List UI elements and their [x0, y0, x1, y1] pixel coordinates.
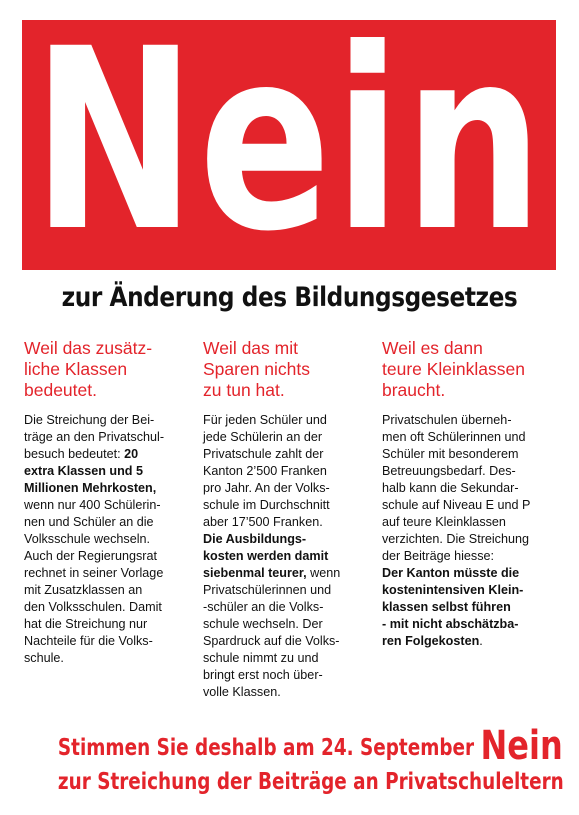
text-run: Volksschule wechseln. [24, 532, 151, 546]
body-line [24, 565, 194, 582]
body-line [382, 599, 552, 616]
column-2-heading: Weil das mit Sparen nichts zu tun hat. [203, 338, 311, 400]
body-line [24, 548, 194, 565]
text-run: men oft Schülerinnen und [382, 430, 526, 444]
body-line [203, 548, 373, 565]
call-to-action-line-1 [57, 723, 563, 769]
text-run: Nachteile für die Volks- [24, 634, 153, 648]
text-run: auf teure Kleinklassen [382, 515, 506, 529]
column-1 [24, 338, 194, 667]
text-run: der Beiträge hiesse: [382, 549, 495, 563]
bold-text: klassen selbst führen [382, 600, 511, 614]
bold-text: kosten werden damit [203, 549, 329, 563]
column-1-heading: Weil das zusätz- liche Klassen bedeutet. [24, 338, 153, 400]
body-line [24, 633, 194, 650]
body-line [382, 480, 552, 497]
body-line [203, 616, 373, 633]
body-line [24, 480, 194, 497]
body-line [24, 650, 194, 667]
body-line [203, 633, 373, 650]
column-3-heading: Weil es dann teure Kleinklassen braucht. [382, 338, 525, 400]
text-run: rechnet in seiner Vorlage [24, 566, 164, 580]
body-line [382, 582, 552, 599]
body-line [382, 548, 552, 565]
body-line [24, 616, 194, 633]
body-line [203, 412, 373, 429]
body-line [203, 480, 373, 497]
text-run: träge an den Privatschul- [24, 430, 165, 444]
body-line [203, 650, 373, 667]
text-run: schule wechseln. Der [203, 617, 323, 631]
text-run: Spardruck auf die Volks- [203, 634, 340, 648]
body-line [382, 514, 552, 531]
text-run: bringt erst noch über- [203, 668, 323, 682]
text-run: den Volksschulen. Damit [24, 600, 162, 614]
body-line [24, 429, 194, 446]
body-line [382, 463, 552, 480]
text-run: schule. [24, 651, 64, 665]
column-3 [382, 338, 552, 650]
body-line [203, 531, 373, 548]
headline-banner [22, 20, 556, 270]
text-run: schule nimmt zu und [203, 651, 319, 665]
text-run: halb kann die Sekundar- [382, 481, 519, 495]
text-run: aber 17’500 Franken. [203, 515, 323, 529]
body-line [382, 633, 552, 650]
bold-text: Die Ausbildungs- [203, 532, 307, 546]
body-line [382, 412, 552, 429]
body-line [382, 497, 552, 514]
bold-text: kostenintensiven Klein- [382, 583, 524, 597]
bold-text: Millionen Mehrkosten, [24, 481, 157, 495]
column-3-body [382, 412, 552, 650]
call-to-action-line-2: zur Streichung der Beiträge an Privatschuleltern [57, 769, 564, 795]
bold-text: siebenmal teurer, [203, 566, 307, 580]
text-run: . [479, 634, 483, 648]
body-line [382, 429, 552, 446]
body-line [24, 599, 194, 616]
body-line [382, 616, 552, 633]
text-run: Privatschule zahlt der [203, 447, 324, 461]
body-line [203, 582, 373, 599]
text-run: volle Klassen. [203, 685, 281, 699]
text-run: nen und Schüler an die [24, 515, 154, 529]
body-line [203, 514, 373, 531]
text-run: Privatschülerinnen und [203, 583, 332, 597]
body-line [24, 463, 194, 480]
headline: Nein [32, 20, 546, 270]
text-run: wenn nur 400 Schülerin- [24, 498, 161, 512]
body-line [203, 463, 373, 480]
bold-text: 20 [124, 447, 139, 461]
text-run: schule auf Niveau E und P [382, 498, 531, 512]
body-line [203, 446, 373, 463]
body-line [203, 497, 373, 514]
body-line [24, 582, 194, 599]
text-run: verzichten. Die Streichung [382, 532, 529, 546]
text-run: Auch der Regierungsrat [24, 549, 158, 563]
text-run: pro Jahr. An der Volks- [203, 481, 330, 495]
text-run: Schüler mit besonderem [382, 447, 519, 461]
text-run: schule im Durchschnitt [203, 498, 330, 512]
bold-text: Der Kanton müsste die [382, 566, 520, 580]
text-run: Die Streichung der Bei- [24, 413, 155, 427]
column-2-body [203, 412, 373, 701]
text-run: hat die Streichung nur [24, 617, 148, 631]
cta-text: Stimmen Sie deshalb am 24. September [57, 735, 481, 761]
subtitle: zur Änderung des Bildungsgesetzes [61, 282, 518, 313]
body-line [24, 531, 194, 548]
text-run: wenn [306, 566, 341, 580]
body-line [203, 667, 373, 684]
body-line [203, 684, 373, 701]
body-line [382, 565, 552, 582]
body-line [382, 446, 552, 463]
cta-nein: Nein [480, 723, 563, 769]
column-1-body [24, 412, 194, 667]
body-line [203, 565, 373, 582]
column-2 [203, 338, 373, 701]
text-run: jede Schülerin an der [203, 430, 323, 444]
body-line [203, 599, 373, 616]
body-line [203, 429, 373, 446]
text-run: Privatschulen überneh- [382, 413, 512, 427]
text-run: Kanton 2’500 Franken [203, 464, 327, 478]
body-line [24, 412, 194, 429]
body-line [24, 514, 194, 531]
text-run: besuch bedeutet: [24, 447, 125, 461]
text-run: Betreuungsbedarf. Des- [382, 464, 516, 478]
text-run: Für jeden Schüler und [203, 413, 327, 427]
body-line [382, 531, 552, 548]
text-run: -schüler an die Volks- [203, 600, 324, 614]
text-run: mit Zusatzklassen an [24, 583, 143, 597]
bold-text: extra Klassen und 5 [24, 464, 143, 478]
body-line [24, 497, 194, 514]
bold-text: ren Folgekosten [382, 634, 480, 648]
bold-text: - mit nicht abschätzba- [382, 617, 519, 631]
body-line [24, 446, 194, 463]
